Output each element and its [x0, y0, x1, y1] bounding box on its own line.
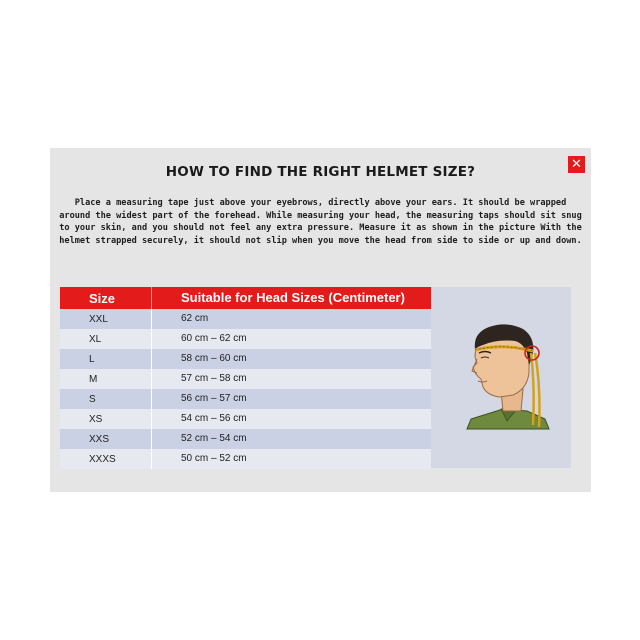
- cell-size: M: [89, 373, 98, 385]
- table-row: [60, 369, 431, 389]
- cell-size: L: [89, 353, 95, 365]
- cell-size: XL: [89, 333, 102, 345]
- table-header: [60, 287, 431, 309]
- cell-range: 62 cm: [151, 309, 431, 329]
- cell-range: 60 cm – 62 cm: [151, 329, 431, 349]
- cell-size: S: [89, 393, 96, 405]
- cell-range: 52 cm – 54 cm: [151, 429, 431, 449]
- table-row: [60, 349, 431, 369]
- dialog-title: HOW TO FIND THE RIGHT HELMET SIZE?: [165, 164, 476, 180]
- table-row: [60, 449, 431, 469]
- cell-range: 56 cm – 57 cm: [151, 389, 431, 409]
- cell-range: 54 cm – 56 cm: [151, 409, 431, 429]
- cell-size: XXS: [89, 433, 110, 445]
- table-row: [60, 429, 431, 449]
- cell-size: XXL: [89, 313, 108, 325]
- header-size: Size: [89, 290, 116, 306]
- table-row: [60, 309, 431, 329]
- table-row: [60, 409, 431, 429]
- cell-size: XXXS: [89, 453, 116, 465]
- head-measurement-icon: [431, 287, 571, 468]
- table-row: [60, 329, 431, 349]
- header-head-size: Suitable for Head Sizes (Centimeter): [151, 287, 431, 309]
- cell-size: XS: [89, 413, 103, 425]
- size-table: [60, 287, 431, 469]
- close-icon: ✕: [571, 157, 582, 172]
- head-measurement-illustration: [431, 287, 571, 468]
- cell-range: 57 cm – 58 cm: [151, 369, 431, 389]
- cell-range: 50 cm – 52 cm: [151, 449, 431, 469]
- dialog-description: Place a measuring tape just above your eyebrows, directly above your ears. It should be wrapped around the widest part of the forehead. While measuring your head, the measuring taps should sit snug to your skin, and you should not feel any extra pressure. Measure it as shown in the picture With the helmet strapped securely, it should not slip when you move the head from side to side or up and down.: [59, 198, 582, 246]
- cell-range: 58 cm – 60 cm: [151, 349, 431, 369]
- table-row: [60, 389, 431, 409]
